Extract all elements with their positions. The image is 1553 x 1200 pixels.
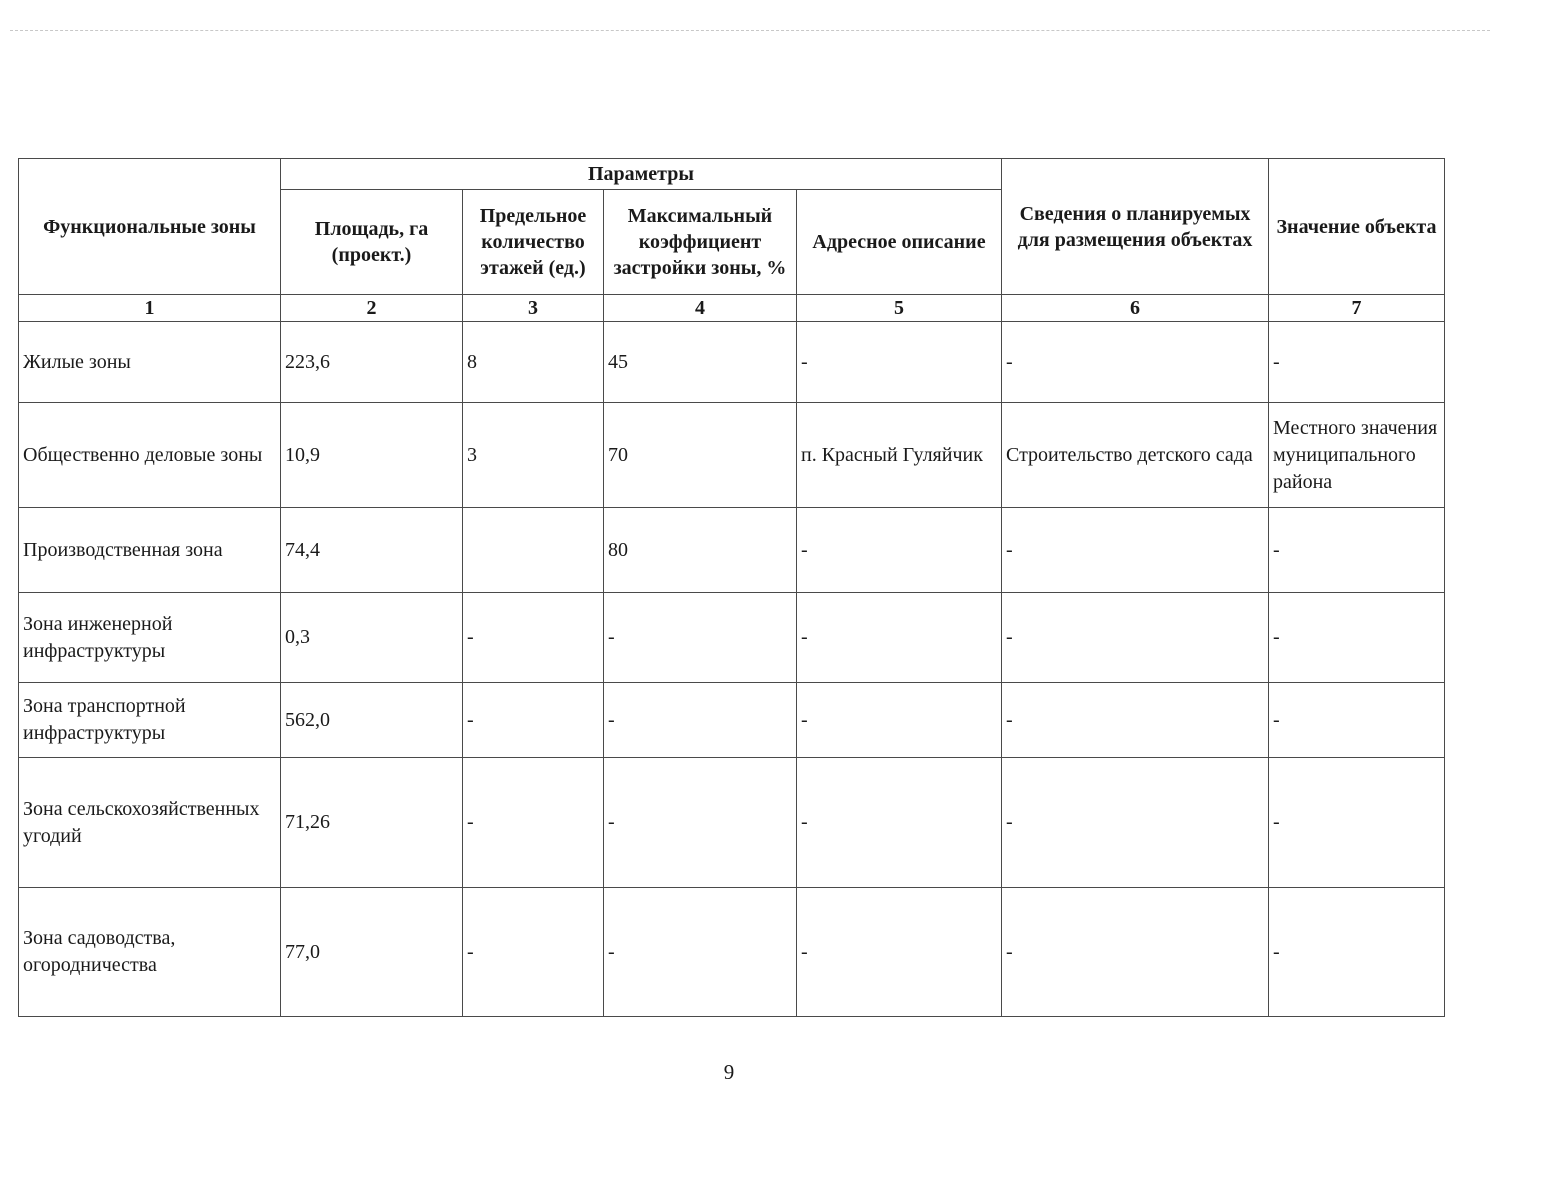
table-row (19, 593, 1445, 683)
cell-address: - (797, 508, 1002, 593)
header-zones: Функциональные зоны (19, 159, 281, 295)
cell-area: 74,4 (281, 508, 463, 593)
functional-zones-table (18, 158, 1445, 1017)
cell-significance: - (1269, 593, 1445, 683)
cell-significance: Местного значения муниципального района (1269, 403, 1445, 508)
cell-coef: 70 (604, 403, 797, 508)
cell-zone: Жилые зоны (19, 322, 281, 403)
cell-floors: - (463, 683, 604, 758)
cell-significance: - (1269, 322, 1445, 403)
cell-area: 223,6 (281, 322, 463, 403)
cell-coef: 80 (604, 508, 797, 593)
scan-artifact-line (10, 30, 1490, 31)
table-row (19, 322, 1445, 403)
cell-floors: 8 (463, 322, 604, 403)
cell-area: 0,3 (281, 593, 463, 683)
table-row (19, 888, 1445, 1017)
column-number: 3 (463, 295, 604, 322)
cell-address: - (797, 322, 1002, 403)
header-planned: Сведения о планируемых для размещения объектах (1002, 159, 1269, 295)
cell-area: 71,26 (281, 758, 463, 888)
table-row (19, 758, 1445, 888)
cell-coef: - (604, 593, 797, 683)
header-params: Параметры (281, 159, 1002, 190)
cell-coef: - (604, 683, 797, 758)
header-row (19, 159, 1445, 190)
cell-address: п. Красный Гуляйчик (797, 403, 1002, 508)
column-number: 1 (19, 295, 281, 322)
cell-address: - (797, 758, 1002, 888)
cell-planned: - (1002, 593, 1269, 683)
cell-coef: 45 (604, 322, 797, 403)
cell-zone: Производственная зона (19, 508, 281, 593)
table-row (19, 403, 1445, 508)
cell-significance: - (1269, 888, 1445, 1017)
cell-planned: Строительство детского сада (1002, 403, 1269, 508)
cell-floors: - (463, 593, 604, 683)
cell-significance: - (1269, 508, 1445, 593)
cell-area: 10,9 (281, 403, 463, 508)
cell-area: 77,0 (281, 888, 463, 1017)
cell-address: - (797, 683, 1002, 758)
cell-zone: Общественно деловые зоны (19, 403, 281, 508)
header-floors: Предельное количество этажей (ед.) (463, 190, 604, 295)
page-number: 9 (723, 1060, 735, 1084)
cell-planned: - (1002, 758, 1269, 888)
cell-significance: - (1269, 683, 1445, 758)
cell-floors: 3 (463, 403, 604, 508)
header-coef: Максимальный коэффициент застройки зоны, % (604, 190, 797, 295)
cell-planned: - (1002, 508, 1269, 593)
cell-zone: Зона садоводства, огородничества (19, 888, 281, 1017)
cell-address: - (797, 593, 1002, 683)
table-row (19, 508, 1445, 593)
cell-planned: - (1002, 683, 1269, 758)
cell-zone: Зона сельскохозяйственных угодий (19, 758, 281, 888)
header-significance: Значение объекта (1269, 159, 1445, 295)
cell-area: 562,0 (281, 683, 463, 758)
cell-significance: - (1269, 758, 1445, 888)
cell-zone: Зона инженерной инфраструктуры (19, 593, 281, 683)
cell-zone: Зона транспортной инфраструктуры (19, 683, 281, 758)
column-number: 5 (797, 295, 1002, 322)
header-address: Адресное описание (797, 190, 1002, 295)
header-area: Площадь, га (проект.) (281, 190, 463, 295)
column-number: 4 (604, 295, 797, 322)
cell-planned: - (1002, 322, 1269, 403)
cell-planned: - (1002, 888, 1269, 1017)
cell-address: - (797, 888, 1002, 1017)
column-number: 2 (281, 295, 463, 322)
column-number-row (19, 295, 1445, 322)
column-number: 6 (1002, 295, 1269, 322)
cell-coef: - (604, 758, 797, 888)
cell-floors: - (463, 758, 604, 888)
cell-coef: - (604, 888, 797, 1017)
table-row (19, 683, 1445, 758)
column-number: 7 (1269, 295, 1445, 322)
cell-floors (463, 508, 604, 593)
cell-floors: - (463, 888, 604, 1017)
